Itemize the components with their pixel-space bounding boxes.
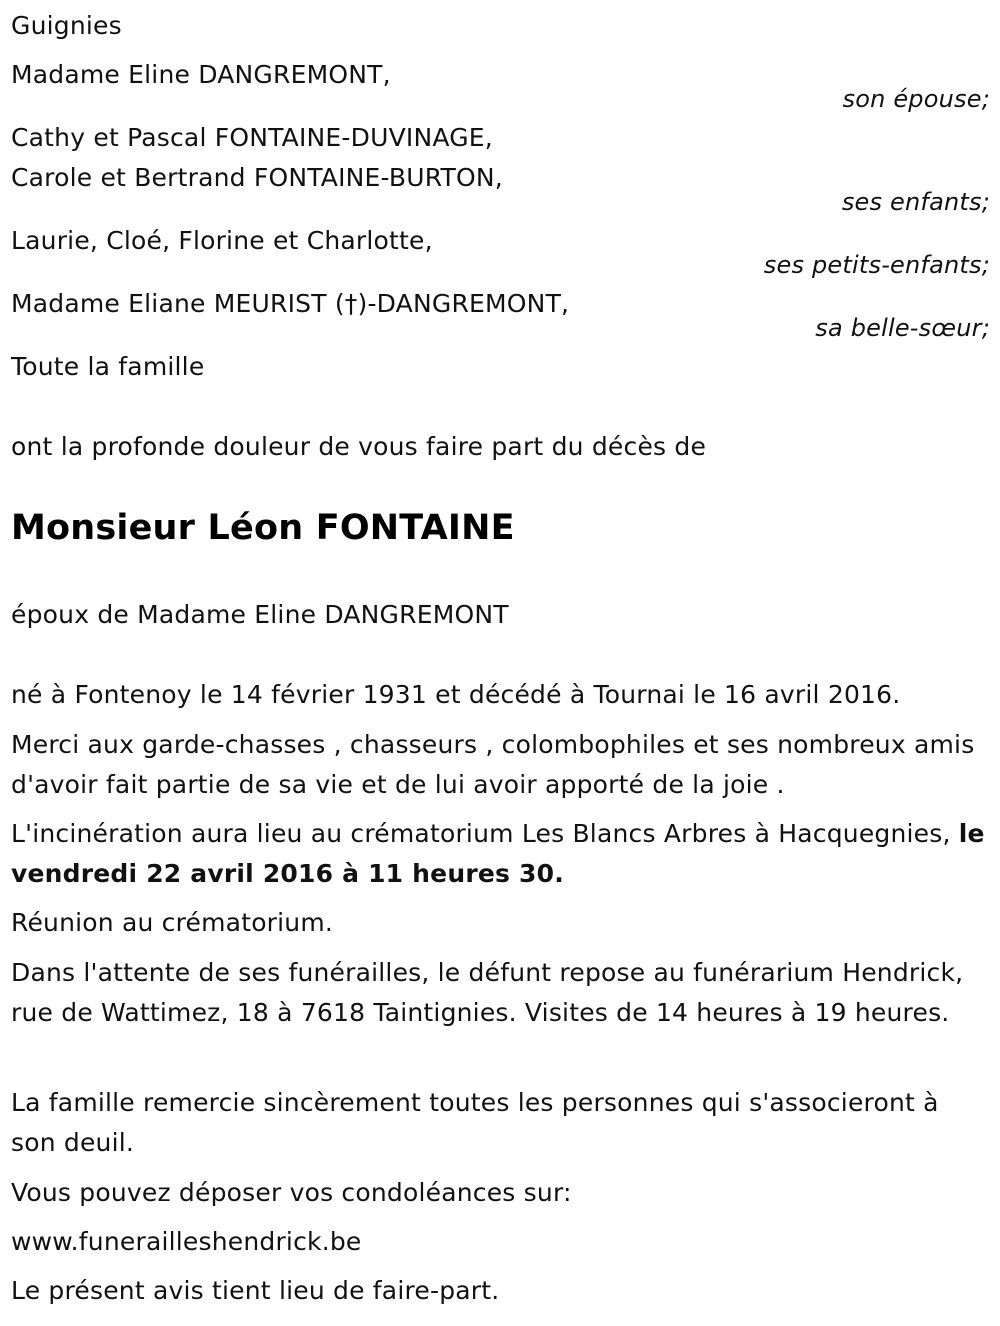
family-member-spouse: Madame Eline DANGREMONT, bbox=[11, 60, 391, 89]
spouse-line: époux de Madame Eline DANGREMONT bbox=[11, 600, 509, 629]
family-closing: Toute la famille bbox=[11, 352, 205, 381]
family-member-child-1: Cathy et Pascal FONTAINE-DUVINAGE, bbox=[11, 123, 493, 152]
reunion-line: Réunion au crématorium. bbox=[11, 908, 334, 937]
condolences-intro: Vous pouvez déposer vos condoléances sur: bbox=[11, 1178, 572, 1207]
closing-line: Le présent avis tient lieu de faire-part. bbox=[11, 1276, 500, 1305]
role-spouse: son épouse; bbox=[842, 85, 990, 113]
place-name: Guignies bbox=[11, 11, 122, 40]
cremation-date: le vendredi 22 avril 2016 à 11 heures 30. bbox=[11, 819, 985, 888]
announcement: ont la profonde douleur de vous faire part du décès de bbox=[11, 432, 707, 461]
cremation-paragraph bbox=[11, 814, 991, 894]
family-member-sister-in-law: Madame Eliane MEURIST (†)-DANGREMONT, bbox=[11, 289, 570, 318]
cremation-prefix: L'incinération aura lieu au crématorium Les Blancs Arbres à Hacquegnies, bbox=[11, 819, 951, 848]
role-children: ses enfants; bbox=[841, 188, 990, 216]
family-member-grandchildren: Laurie, Cloé, Florine et Charlotte, bbox=[11, 226, 433, 255]
thanks-paragraph: Merci aux garde-chasses , chasseurs , colombophiles et ses nombreux amis d'avoir fait partie de sa vie et de lui avoir apporté de la joie . bbox=[11, 730, 975, 799]
funerarium-paragraph: Dans l'attente de ses funérailles, le défunt repose au funérarium Hendrick, rue de Wattimez, 18 à 7618 Taintignies. Visites de 14 heures à 19 heures. bbox=[11, 958, 964, 1027]
family-member-child-2: Carole et Bertrand FONTAINE-BURTON, bbox=[11, 163, 503, 192]
family-thanks-paragraph: La famille remercie sincèrement toutes les personnes qui s'associeront à son deuil. bbox=[11, 1088, 939, 1157]
deceased-name: Monsieur Léon FONTAINE bbox=[11, 508, 515, 548]
birth-death-line: né à Fontenoy le 14 février 1931 et décédé à Tournai le 16 avril 2016. bbox=[11, 680, 901, 709]
website-link[interactable]: www.funerailleshendrick.be bbox=[11, 1227, 362, 1256]
role-sister-in-law: sa belle-sœur; bbox=[815, 314, 990, 342]
role-grandchildren: ses petits-enfants; bbox=[763, 251, 990, 279]
